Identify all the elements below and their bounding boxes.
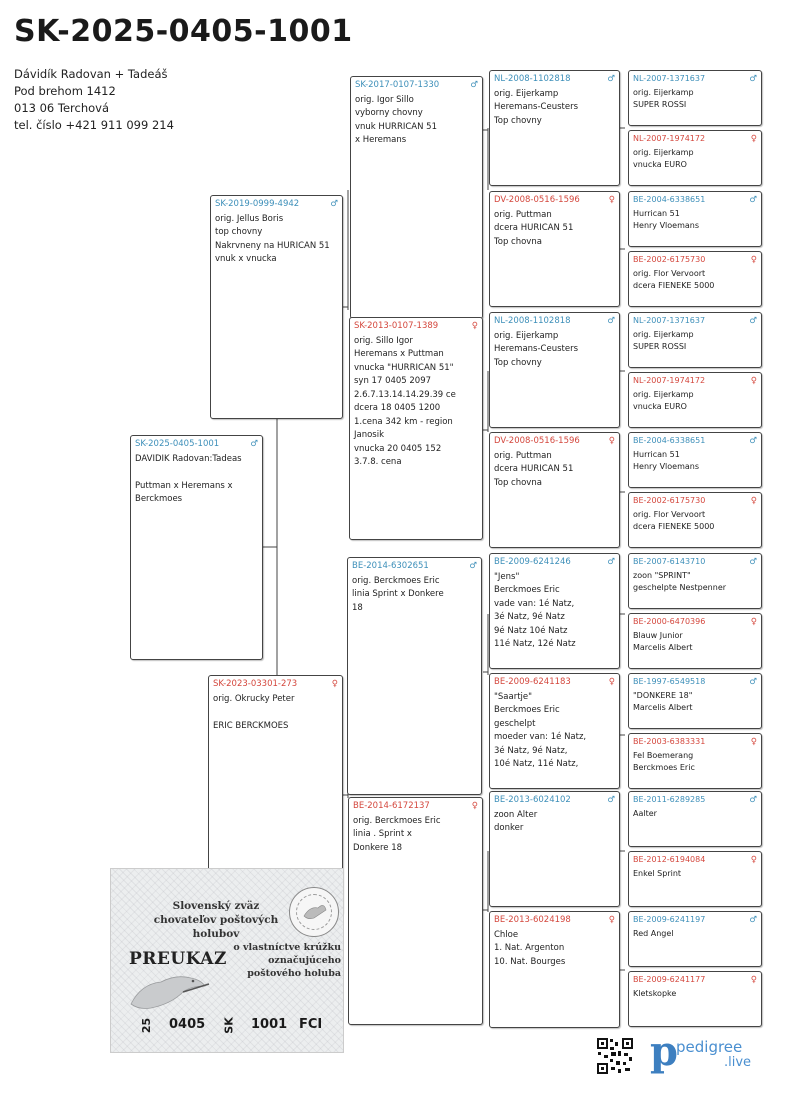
pigeon-info-line: Berckmoes Eric: [494, 705, 560, 715]
ring-number: BE-2009-6241246: [494, 557, 571, 567]
ring-number: BE-2004-6338651: [633, 436, 706, 445]
male-icon: ♂: [250, 439, 258, 449]
pigeon-info-line: orig. Okrucky Peter: [213, 693, 295, 704]
male-icon: ♂: [749, 316, 757, 326]
pigeon-info-line: orig. Eijerkamp: [494, 88, 559, 99]
pigeon-info-line: dcera 18 0405 1200: [354, 403, 441, 413]
pigeon-info-line: orig. Puttman: [494, 450, 552, 461]
owner-phone: tel. číslo +421 911 099 214: [14, 118, 174, 132]
card-organization: [141, 899, 291, 941]
ring-number: NL-2007-1974172: [633, 134, 706, 143]
pigeon-info-line: 11é Natz, 12é Natz: [494, 639, 576, 649]
pigeon-info-line: orig. Flor Vervoort: [633, 268, 706, 278]
female-icon: ♀: [750, 737, 757, 747]
ring-number: NL-2007-1974172: [633, 376, 706, 385]
pigeon-info-line: orig. Sillo Igor: [354, 335, 413, 346]
pigeon-info-line: Enkel Sprint: [633, 868, 682, 878]
owner-name: Dávidík Radovan + Tadeáš: [14, 67, 168, 81]
pedigree-live-logo: [650, 1028, 760, 1082]
pigeon-info-line: Henry Vloemans: [633, 462, 700, 471]
male-icon: ♂: [749, 795, 757, 805]
pigeon-info-line: "Saartje": [494, 691, 533, 702]
pigeon-info-line: syn 17 0405 2097: [354, 376, 432, 386]
pigeon-card-sire: [210, 195, 343, 419]
pigeon-info-line: DAVIDIK Radovan:Tadeas: [135, 453, 242, 464]
pigeon-card-g14: [628, 851, 762, 907]
female-icon: ♀: [608, 195, 615, 205]
pigeon-info-line: geschelpt: [494, 718, 536, 729]
qr-code-icon: [596, 1037, 634, 1075]
female-icon: ♀: [750, 617, 757, 627]
pigeon-info-line: Chloe: [494, 929, 519, 940]
pigeon-info-line: Red Angel: [633, 928, 674, 938]
pigeon-card-g9: [628, 553, 762, 609]
pigeon-card-sdd: [489, 432, 620, 548]
female-icon: ♀: [750, 855, 757, 865]
card-org-line2: chovateľov poštových holubov: [153, 914, 279, 940]
ring-number: SK-2017-0107-1330: [355, 80, 440, 90]
pigeon-info-line: vnucka "HURRICAN 51": [354, 362, 454, 373]
ring-number: BE-2009-6241183: [494, 677, 571, 687]
pigeon-card-g2: [628, 130, 762, 186]
pigeon-info-line: "DONKERE 18": [633, 690, 693, 700]
pigeon-info-line: Puttman x Heremans x: [135, 480, 233, 491]
pigeon-card-g13: [628, 791, 762, 847]
pigeon-card-g16: [628, 971, 762, 1027]
ring-number: BE-2003-6383331: [633, 737, 706, 746]
pigeon-card-g6: [628, 372, 762, 428]
pigeon-info-line: 10. Nat. Bourges: [494, 956, 566, 967]
pigeon-info-line: Berckmoes: [135, 494, 183, 504]
ring-country: SK: [222, 1017, 236, 1034]
female-icon: ♀: [750, 496, 757, 506]
pigeon-info-line: 18: [352, 602, 363, 613]
pigeon-info-line: orig. Eijerkamp: [633, 329, 694, 339]
pigeon-info-line: Blauw Junior: [633, 630, 683, 640]
ring-number: SK-2023-03301-273: [213, 679, 298, 689]
pigeon-info-line: x Heremans: [355, 135, 407, 145]
pigeon-info-line: Henry Vloemans: [633, 221, 700, 230]
ring-number: BE-2012-6194084: [633, 855, 706, 864]
pigeon-info-line: [213, 706, 338, 720]
ring-number: BE-2002-6175730: [633, 496, 706, 505]
pigeon-info-line: Hurrican 51: [633, 208, 680, 218]
pigeon-info-line: orig. Eijerkamp: [633, 147, 694, 157]
female-icon: ♀: [750, 376, 757, 386]
ring-number: BE-1997-6549518: [633, 677, 706, 686]
ring-number: BE-2007-6143710: [633, 557, 706, 566]
ring-number: BE-2009-6241197: [633, 915, 706, 924]
owner-info: [14, 66, 174, 134]
pigeon-info-line: "Jens": [494, 571, 520, 582]
pigeon-info-line: dcera HURICAN 51: [494, 223, 574, 233]
male-icon: ♂: [749, 557, 757, 567]
pigeon-info-line: Top chovna: [494, 477, 542, 488]
pigeon-card-g12: [628, 733, 762, 789]
pigeon-info-line: 1.cena 342 km - region: [354, 416, 453, 427]
pigeon-info-line: 1. Nat. Argenton: [494, 943, 565, 953]
pigeon-info-line: zoon Alter: [494, 809, 538, 820]
male-icon: ♂: [749, 74, 757, 84]
pigeon-info-line: vyborny chovny: [355, 108, 423, 118]
pigeon-card-g10: [628, 613, 762, 669]
ring-number: 1001: [251, 1017, 288, 1032]
pigeon-info-line: ERIC BERCKMOES: [213, 720, 289, 731]
pigeon-card-ddd: [489, 911, 620, 1028]
logo-name: pedigree: [676, 1038, 743, 1056]
female-icon: ♀: [750, 975, 757, 985]
pigeon-info-line: top chovny: [215, 227, 263, 237]
pigeon-info-line: orig. Eijerkamp: [633, 389, 694, 399]
ring-number: BE-2004-6338651: [633, 195, 706, 204]
pigeon-info-line: Hurrican 51: [633, 449, 680, 459]
pigeon-info-line: Berckmoes Eric: [494, 585, 560, 595]
pigeon-info-line: orig. Eijerkamp: [633, 87, 694, 97]
pigeon-card-g8: [628, 492, 762, 548]
male-icon: ♂: [470, 80, 478, 90]
pigeon-card-dd: [348, 797, 483, 1025]
ring-number: SK-2019-0999-4942: [215, 199, 300, 209]
owner-city: 013 06 Terchová: [14, 101, 110, 115]
pigeon-card-dds: [489, 791, 620, 907]
pigeon-info-line: zoon "SPRINT": [633, 570, 691, 580]
pigeon-info-line: Berckmoes Eric: [633, 763, 695, 772]
pigeon-card-subject: [130, 435, 263, 660]
ring-club: 0405: [169, 1017, 206, 1032]
pigeon-info-line: linia . Sprint x: [353, 829, 412, 839]
pigeon-info-line: Aalter: [633, 808, 657, 818]
ring-number: BE-2011-6289285: [633, 795, 706, 804]
ring-year: 25: [140, 1017, 154, 1034]
pigeon-info-line: orig. Flor Vervoort: [633, 509, 706, 519]
pigeon-info-line: [135, 466, 258, 480]
male-icon: ♂: [607, 74, 615, 84]
pigeon-info-line: 3é Natz, 9é Natz,: [494, 745, 568, 756]
female-icon: ♀: [750, 255, 757, 265]
pigeon-card-sds: [489, 312, 620, 428]
pigeon-icon: [121, 964, 211, 1019]
ring-number: BE-2000-6470396: [633, 617, 706, 626]
ring-number: NL-2008-1102818: [494, 74, 571, 84]
pigeon-card-g7: [628, 432, 762, 488]
pigeon-info-line: dcera HURICAN 51: [494, 464, 574, 474]
female-icon: ♀: [608, 436, 615, 446]
pigeon-info-line: Heremans-Ceusters: [494, 344, 578, 354]
pigeon-info-line: SUPER ROSSI: [633, 342, 687, 351]
card-heading: PREUKAZ: [129, 949, 227, 969]
pigeon-card-ss: [350, 76, 483, 319]
ring-number: NL-2007-1371637: [633, 74, 706, 83]
pigeon-info-line: 3.7.8. cena: [354, 457, 402, 467]
ring-number: SK-2025-0405-1001: [135, 439, 220, 449]
pigeon-info-line: geschelpte Nestpenner: [633, 583, 727, 592]
male-icon: ♂: [469, 561, 477, 571]
pigeon-info-line: dcera FIENEKE 5000: [633, 281, 715, 290]
male-icon: ♂: [607, 795, 615, 805]
pigeon-info-line: orig. Eijerkamp: [494, 330, 559, 341]
pigeon-info-line: orig. Berckmoes Eric: [352, 575, 440, 586]
ring-number: DV-2008-0516-1596: [494, 436, 580, 446]
pigeon-info-line: Fel Boemerang: [633, 750, 694, 760]
pigeon-card-g4: [628, 251, 762, 307]
pigeon-card-sd: [349, 317, 483, 540]
pigeon-info-line: Nakrvneny na HURICAN 51: [215, 240, 330, 251]
pigeon-card-ssd: [489, 191, 620, 307]
pigeon-card-g15: [628, 911, 762, 967]
pigeon-info-line: Top chovny: [494, 115, 542, 126]
pigeon-info-line: 3é Natz, 9é Natz: [494, 612, 565, 622]
male-icon: ♂: [330, 199, 338, 209]
pigeon-info-line: orig. Jellus Boris: [215, 213, 284, 224]
pigeon-info-line: Janosik: [354, 430, 385, 440]
pigeon-info-line: moeder van: 1é Natz,: [494, 732, 587, 742]
ownership-card: [110, 868, 344, 1053]
male-icon: ♂: [749, 436, 757, 446]
pigeon-info-line: vnuk x vnucka: [215, 254, 277, 264]
logo-suffix: .live: [724, 1055, 752, 1070]
pigeon-info-line: linia Sprint x Donkere: [352, 589, 444, 599]
pigeon-info-line: vnucka EURO: [633, 160, 687, 169]
pigeon-info-line: SUPER ROSSI: [633, 100, 687, 109]
ring-number: BE-2014-6302651: [352, 561, 429, 571]
logo-mark: p: [650, 1028, 678, 1075]
pigeon-info-line: vnucka EURO: [633, 402, 687, 411]
pigeon-info-line: Top chovny: [494, 357, 542, 368]
pigeon-card-ds: [347, 557, 482, 795]
female-icon: ♀: [331, 679, 338, 689]
card-desc-line1: o vlastníctve krúžku: [233, 942, 341, 953]
ring-number: BE-2009-6241177: [633, 975, 706, 984]
ring-number: BE-2002-6175730: [633, 255, 706, 264]
ring-number: SK-2013-0107-1389: [354, 321, 439, 331]
card-description: [223, 941, 341, 980]
pigeon-info-line: Marcelis Albert: [633, 643, 693, 652]
pigeon-card-g5: [628, 312, 762, 368]
page-title: SK-2025-0405-1001: [14, 14, 353, 49]
pigeon-info-line: vnuk HURRICAN 51: [355, 121, 437, 132]
card-desc-line2: označujúceho: [268, 955, 341, 966]
pigeon-info-line: Heremans-Ceusters: [494, 102, 578, 112]
pigeon-info-line: 9é Natz 10é Natz: [494, 625, 568, 636]
owner-street: Pod brehom 1412: [14, 84, 116, 98]
pigeon-card-g3: [628, 191, 762, 247]
pigeon-card-g1: [628, 70, 762, 126]
pigeon-info-line: Marcelis Albert: [633, 703, 693, 712]
ring-fci: FCI: [299, 1017, 323, 1032]
card-org-line1: Slovenský zväz: [172, 900, 260, 912]
card-desc-line3: poštového holuba: [247, 968, 341, 979]
male-icon: ♂: [749, 677, 757, 687]
pigeon-info-line: Donkere 18: [353, 842, 403, 853]
male-icon: ♂: [749, 915, 757, 925]
female-icon: ♀: [608, 677, 615, 687]
pigeon-info-line: 2.6.7.13.14.14.29.39 ce: [354, 389, 456, 400]
pigeon-info-line: orig. Berckmoes Eric: [353, 815, 441, 826]
male-icon: ♂: [607, 557, 615, 567]
pigeon-info-line: donker: [494, 823, 524, 833]
dove-icon: [290, 888, 338, 936]
ring-number: BE-2013-6024102: [494, 795, 571, 805]
pigeon-card-dss: [489, 553, 620, 669]
female-icon: ♀: [471, 801, 478, 811]
ring-number: DV-2008-0516-1596: [494, 195, 580, 205]
association-seal-icon: [289, 887, 339, 937]
pigeon-info-line: Top chovna: [494, 236, 542, 247]
ring-number: BE-2013-6024198: [494, 915, 571, 925]
ring-number: NL-2007-1371637: [633, 316, 706, 325]
pigeon-info-line: vnucka 20 0405 152: [354, 443, 442, 454]
pigeon-card-dsd: [489, 673, 620, 789]
ring-number: NL-2008-1102818: [494, 316, 571, 326]
pigeon-info-line: vade van: 1é Natz,: [494, 598, 575, 609]
male-icon: ♂: [749, 195, 757, 205]
ring-number: BE-2014-6172137: [353, 801, 430, 811]
pigeon-info-line: orig. Puttman: [494, 209, 552, 220]
pigeon-card-sss: [489, 70, 620, 186]
female-icon: ♀: [608, 915, 615, 925]
male-icon: ♂: [607, 316, 615, 326]
pigeon-info-line: Kletskopke: [633, 988, 677, 998]
pigeon-info-line: orig. Igor Sillo: [355, 94, 414, 105]
pigeon-info-line: dcera FIENEKE 5000: [633, 522, 715, 531]
pigeon-card-g11: [628, 673, 762, 729]
pigeon-info-line: Heremans x Puttman: [354, 349, 444, 359]
female-icon: ♀: [750, 134, 757, 144]
pigeon-info-line: 10é Natz, 11é Natz,: [494, 759, 579, 769]
female-icon: ♀: [471, 321, 478, 331]
